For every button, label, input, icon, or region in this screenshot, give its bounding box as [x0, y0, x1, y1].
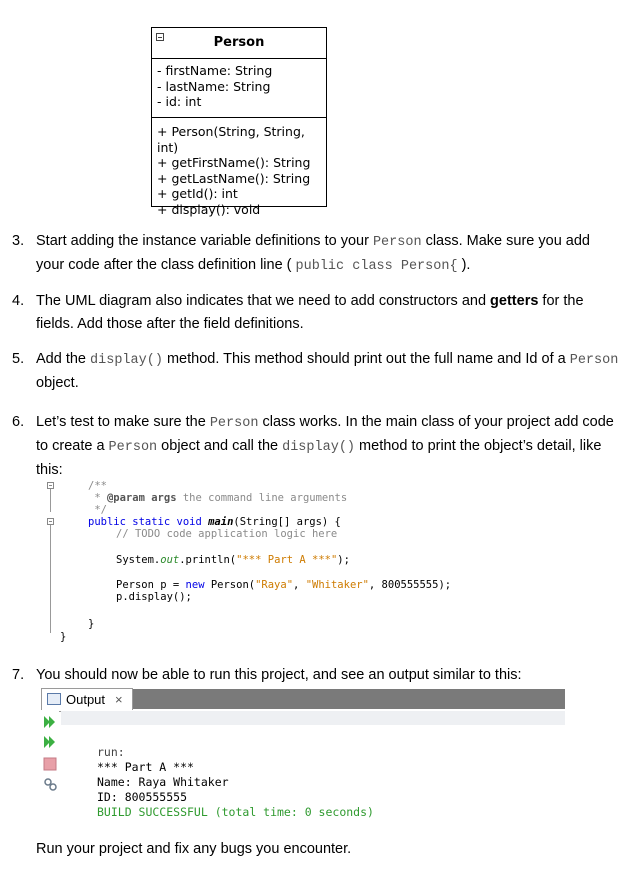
step-text: Add the display() method. This method should print out the full name and Id of a Person object. — [36, 351, 619, 391]
output-toolbar — [39, 711, 59, 820]
console-line: Name: Raya Whitaker — [97, 775, 229, 789]
uml-header — [152, 28, 326, 59]
inline-code: display() — [90, 353, 163, 368]
inline-code: Person — [372, 235, 422, 250]
uml-methods — [152, 118, 326, 217]
uml-field: - lastName: String — [157, 78, 271, 94]
inline-code: public class Person{ — [295, 259, 458, 274]
code-line: } — [60, 631, 67, 643]
uml-method: + getLastName(): String — [157, 170, 311, 186]
code-line: public static void main(String[] args) { — [88, 516, 341, 528]
output-gutter — [61, 711, 565, 725]
fold-collapse-icon[interactable] — [47, 482, 54, 489]
settings-icon[interactable] — [43, 777, 57, 791]
step-6 — [12, 411, 622, 480]
inline-code: Person — [108, 440, 158, 455]
inline-code: display() — [282, 440, 356, 455]
code-line: Person p = new Person("Raya", "Whitaker", 800555555); — [116, 579, 452, 591]
code-line: */ — [88, 504, 107, 516]
code-line: } — [88, 618, 95, 630]
code-line: System.out.println("*** Part A ***"); — [116, 554, 350, 566]
footer-instruction: Run your project and fix any bugs you encounter. — [36, 841, 352, 857]
inline-code: Person — [569, 353, 619, 368]
step-number: 4. — [12, 293, 25, 309]
step-number: 6. — [12, 414, 25, 430]
code-block — [40, 480, 560, 645]
rerun-icon[interactable] — [43, 715, 57, 729]
uml-class-diagram — [151, 27, 327, 217]
step-text: The UML diagram also indicates that we need to add constructors and getters for the fields. Add those after the field definitions. — [36, 293, 584, 332]
step-text: Start adding the instance variable definitions to your Person class. Make sure you add your code after the class definition line ( public class Person{ ). — [36, 233, 590, 274]
step-5 — [12, 348, 622, 394]
uml-field: - id: int — [157, 94, 202, 109]
step-number: 7. — [12, 667, 25, 683]
console-output — [97, 745, 374, 820]
close-icon[interactable]: × — [115, 692, 123, 707]
bold-term: getters — [490, 293, 539, 309]
code-line: * @param args the command line arguments — [88, 492, 348, 504]
fold-collapse-icon[interactable] — [47, 518, 54, 525]
step-7 — [12, 664, 622, 687]
console-line: run: — [97, 745, 125, 759]
tab-bar-filler — [133, 689, 565, 709]
tab-label: Output — [66, 692, 106, 707]
tab-output[interactable] — [41, 688, 133, 710]
code-line: /** — [88, 480, 107, 492]
uml-fields — [152, 59, 326, 118]
output-window-icon — [47, 693, 61, 705]
output-window — [39, 687, 565, 820]
rerun-with-params-icon[interactable] — [43, 735, 57, 749]
code-line: p.display(); — [116, 591, 192, 603]
output-tab-bar — [39, 687, 565, 712]
step-text: You should now be able to run this project, and see an output similar to this: — [36, 667, 522, 683]
uml-method: + display(): void — [157, 201, 261, 217]
uml-class-name: Person — [213, 35, 265, 50]
inline-code: Person — [209, 416, 259, 431]
step-number: 5. — [12, 351, 25, 367]
console-line: *** Part A *** — [97, 760, 194, 774]
code-line: // TODO code application logic here — [116, 528, 338, 540]
uml-method: + Person(String, String, int) — [157, 124, 305, 155]
stop-icon[interactable] — [43, 757, 57, 771]
uml-field: - firstName: String — [157, 63, 273, 78]
step-text: Let’s test to make sure the Person class works. In the main class of your project add code to create a Person object and call the display() method to print the object’s detail, like this: — [36, 414, 614, 478]
step-4 — [12, 290, 622, 336]
console-line: ID: 800555555 — [97, 790, 188, 804]
uml-method: + getId(): int — [157, 186, 238, 201]
step-3 — [12, 230, 622, 276]
console-line: BUILD SUCCESSFUL (total time: 0 seconds) — [97, 805, 374, 819]
uml-method: + getFirstName(): String — [157, 155, 311, 170]
step-number: 3. — [12, 233, 25, 249]
